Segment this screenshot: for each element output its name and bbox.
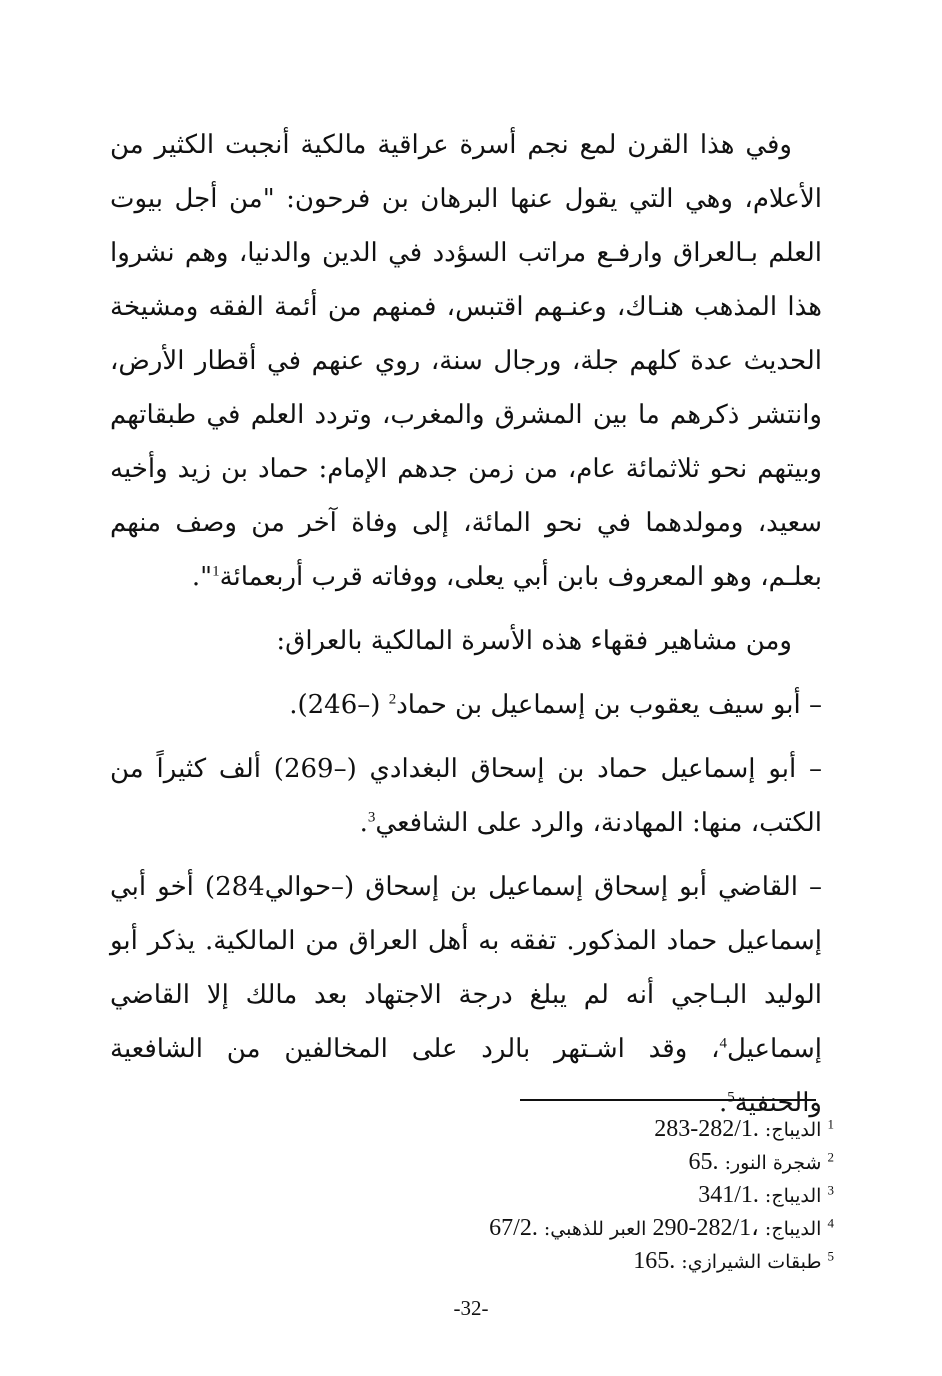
footnote-number: 2 [827, 1149, 834, 1165]
list-item-text: أبو سيف يعقوب بن إسماعيل بن حماد [396, 690, 801, 720]
footnote-ref: 3 [367, 809, 376, 826]
footnote-source: الديباج: [764, 1119, 822, 1141]
footnote [274, 1146, 834, 1179]
footnote [274, 1212, 834, 1245]
footnote-reference: 165. [633, 1248, 676, 1274]
footnote-number: 3 [827, 1182, 834, 1198]
list-item [110, 742, 822, 850]
footnote-number: 4 [827, 1215, 834, 1231]
footnote-reference: 341/1. [698, 1182, 759, 1208]
footnote-source: الديباج: [764, 1218, 822, 1240]
footnote-source: الديباج: [764, 1185, 822, 1207]
footnote-number: 1 [827, 1116, 834, 1132]
list-dash: – [809, 754, 823, 784]
footnote-source: طبقات الشيرازي: [681, 1251, 822, 1273]
footnote [274, 1245, 834, 1278]
list-dash: – [809, 872, 823, 902]
page-number: -32- [453, 1296, 489, 1320]
footnote-source: العبر للذهبي: [543, 1218, 647, 1240]
list-item-text: أبو إسماعيل حماد بن إسحاق البغدادي (–269) ألف كثيراً من الكتب، منها: المهادنة، والرد على الشافعي [110, 754, 822, 838]
footnote-ref: 4 [719, 1035, 727, 1052]
footnote-divider [520, 1099, 816, 1101]
footnote-ref: 5 [727, 1089, 735, 1106]
footnote-reference: 67/2. [489, 1215, 538, 1241]
list-item-text: القاضي أبو إسحاق إسماعيل بن إسحاق (–حوالي284) أخو أبي إسماعيل حماد المذكور. تفقه به أهل العراق من المالكية. يذكر أبو الوليد البـاجي أنه لم يبلغ درجة الاجتهاد بعد مالك إلا القاضي إسماعيل [110, 872, 822, 1064]
footnote-reference: 290-282/1، [652, 1215, 759, 1241]
paragraph-intro [110, 118, 822, 604]
footnote-source: شجرة النور: [724, 1152, 822, 1174]
footnotes [274, 1113, 834, 1278]
footnote-ref: 1 [212, 563, 220, 580]
list-item [110, 678, 822, 732]
footnote [274, 1113, 834, 1146]
paragraph-list-intro: ومن مشاهير فقهاء هذه الأسرة المالكية بالعراق: [276, 626, 792, 656]
list-dash: – [809, 690, 822, 720]
paragraph-text: وفي هذا القرن لمع نجم أسرة عراقية مالكية أنجبت الكثير من الأعلام، وهي التي يقول عنها البرهان بن فرحون: "من أجل بيوت العلم بـالعراق وارفـع مراتب السؤدد في الدين والدنيا، وهم نشروا هذا المذهب هنـاك، وعنـهم اقتبس، فمنهم من أئمة الفقه ومشيخة الحديث عدة كلهم جلة، ورجال سنة، روي عنهم في أقطار الأرض، وانتشر ذكرهم ما بين المشرق والمغرب، وتردد العلم في طبقاتهم وبيتهم نحو ثلاثمائة عام، من زمن جدهم الإمام: حماد بن زيد وأخيه سعيد، ومولدهما في نحو المائة، إلى وفاة آخر من وصف منهم بعلـم، وهو المعروف بابن أبي يعلى، ووفاته قرب أربعمائة [110, 130, 822, 592]
list-item-text-end: (–246). [289, 690, 381, 720]
footnote-reference: 65. [688, 1149, 719, 1175]
list-item-text-end: . [359, 808, 368, 838]
main-text [110, 118, 822, 1130]
footnote-reference: 283-282/1. [654, 1116, 759, 1142]
list-item-text: ، وقد اشـتهر بالرد على المخالفين من الشافعية والحنفية [110, 1034, 822, 1118]
list-item [110, 860, 822, 1130]
footnote-ref: 2 [388, 691, 397, 708]
footnote [274, 1179, 834, 1212]
list-item-text-end: . [718, 1088, 728, 1118]
footnote-number: 5 [827, 1248, 834, 1264]
paragraph-text-end: ". [191, 562, 213, 592]
